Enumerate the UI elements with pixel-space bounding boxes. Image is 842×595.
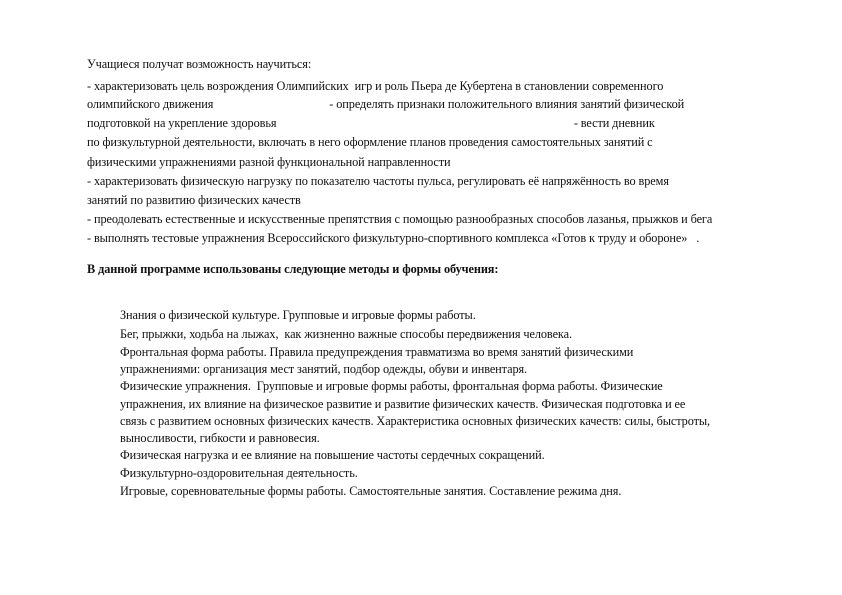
method-line: Физические упражнения. Групповые и игровые формы работы, фронтальная форма работы. Физические bbox=[120, 379, 663, 393]
outcome-line: физическими упражнениями разной функциональной направленности bbox=[87, 155, 451, 169]
method-line: Игровые, соревновательные формы работы. Самостоятельные занятия. Составление режима дня. bbox=[120, 484, 622, 498]
outcome-line: олимпийского движения - определять признаки положительного влияния занятий физической bbox=[87, 97, 685, 111]
outcome-line: занятий по развитию физических качеств bbox=[87, 193, 301, 207]
method-line: упражнениями: организация мест занятий, подбор одежды, обуви и инвентаря. bbox=[120, 362, 528, 376]
method-line: связь с развитием основных физических качеств. Характеристика основных физических качеств: силы, быстроты, bbox=[120, 414, 711, 428]
method-line: Знания о физической культуре. Групповые и игровые формы работы. bbox=[120, 308, 476, 322]
outcome-line: - характеризовать физическую нагрузку по показателю частоты пульса, регулировать её напряжённость во время bbox=[87, 174, 669, 188]
outcomes-intro: Учащиеся получат возможность научиться: bbox=[87, 57, 312, 71]
outcome-line: по физкультурной деятельности, включать в него оформление планов проведения самостоятельных занятий с bbox=[87, 135, 653, 149]
method-line: Физическая нагрузка и ее влияние на повышение частоты сердечных сокращений. bbox=[120, 448, 545, 462]
outcome-line: - характеризовать цель возрождения Олимпийских игр и роль Пьера де Кубертена в становлении современного bbox=[87, 79, 664, 93]
outcome-line: подготовкой на укрепление здоровья - вести дневник bbox=[87, 116, 655, 130]
method-line: Фронтальная форма работы. Правила предупреждения травматизма во время занятий физическими bbox=[120, 345, 634, 359]
method-line: Бег, прыжки, ходьба на лыжах, как жизненно важные способы передвижения человека. bbox=[120, 327, 572, 341]
method-line: упражнения, их влияние на физическое развитие и развитие физических качеств. Физическая подготовка и ее bbox=[120, 397, 686, 411]
methods-heading: В данной программе использованы следующие методы и формы обучения: bbox=[87, 262, 499, 276]
outcome-line: - выполнять тестовые упражнения Всероссийского физкультурно-спортивного комплекса «Готов к труду и обороне» . bbox=[87, 231, 700, 245]
method-line: Физкультурно-оздоровительная деятельность. bbox=[120, 466, 358, 480]
method-line: выносливости, гибкости и равновесия. bbox=[120, 431, 320, 445]
outcome-line: - преодолевать естественные и искусственные препятствия с помощью разнообразных способов лазанья, прыжков и бега bbox=[87, 212, 713, 226]
